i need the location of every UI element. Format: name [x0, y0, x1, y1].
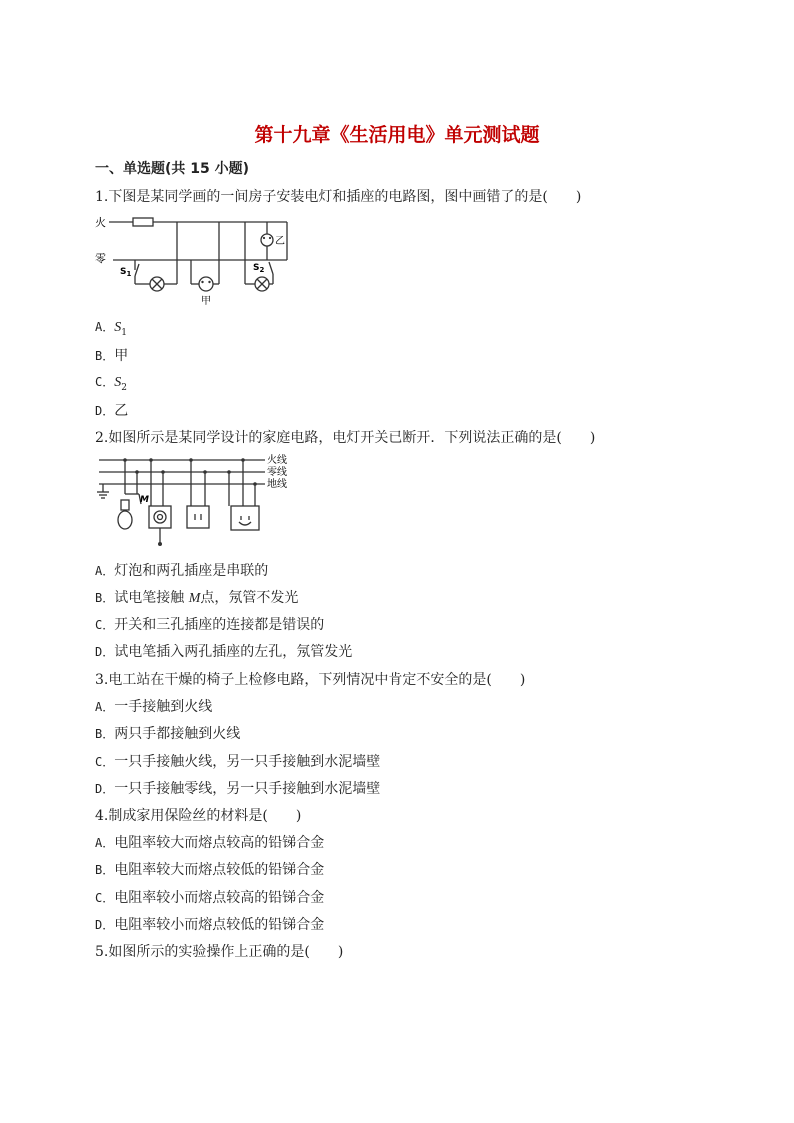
q2-option-a: A．灯泡和两孔插座是串联的	[95, 563, 269, 579]
label-live: 火	[95, 216, 106, 229]
q4-option-c: C．电阻率较小而熔点较高的铅锑合金	[95, 890, 325, 906]
q3-option-a: A．一手接触到火线	[95, 699, 213, 715]
question-2-stem: 2.如图所示是某同学设计的家庭电路，电灯开关已断开．下列说法正确的是( )	[95, 430, 596, 446]
q2-option-d: D．试电笔插入两孔插座的左孔，氖管发光	[95, 644, 353, 660]
q3-option-d: D．一只手接触零线，另一只手接触到水泥墙壁	[95, 781, 381, 797]
svg-text:S2	[253, 263, 264, 274]
svg-text:S1	[120, 267, 131, 278]
label-neutral-wire: 零线	[267, 467, 287, 478]
question-1-circuit-figure	[95, 208, 305, 308]
question-4-stem: 4.制成家用保险丝的材料是( )	[95, 808, 302, 824]
label-neutral: 零	[95, 252, 106, 265]
label-s1: S	[120, 267, 127, 277]
q2-option-c: C．开关和三孔插座的连接都是错误的	[95, 617, 325, 633]
label-jia: 甲	[201, 296, 211, 307]
q3-option-c: C．一只手接触火线，另一只手接触到水泥墙壁	[95, 754, 381, 770]
section-heading: 一、单选题(共 15 小题)	[95, 161, 250, 177]
question-2-circuit-figure	[95, 450, 305, 550]
page-title: 第十九章《生活用电》单元测试题	[254, 124, 540, 146]
question-5-stem: 5.如图所示的实验操作上正确的是( )	[95, 944, 344, 960]
q3-option-b: B．两只手都接触到火线	[95, 726, 241, 742]
q1-option-c: C．$S_2$	[95, 375, 127, 393]
label-s1-sub: 1	[126, 270, 132, 278]
question-3-stem: 3.电工站在干燥的椅子上检修电路，下列情况中肯定不安全的是( )	[95, 672, 526, 688]
q4-option-b: B．电阻率较大而熔点较低的铅锑合金	[95, 862, 325, 878]
q4-option-a: A．电阻率较大而熔点较高的铅锑合金	[95, 835, 325, 851]
q1-option-d: D．乙	[95, 403, 129, 419]
q1-option-b: B．甲	[95, 348, 129, 364]
label-s2-sub: 2	[259, 266, 265, 274]
label-s2: S	[253, 263, 260, 273]
q4-option-d: D．电阻率较小而熔点较低的铅锑合金	[95, 917, 325, 933]
q2-option-b: B．试电笔接触 M点，氖管不发光	[95, 590, 299, 606]
label-yi: 乙	[275, 236, 285, 247]
q1-option-a: A．$S_1$	[95, 320, 127, 338]
label-m-point: M	[140, 495, 149, 505]
label-ground-wire: 地线	[267, 479, 287, 490]
label-live-wire: 火线	[267, 455, 287, 466]
question-1-stem: 1.下图是某同学画的一间房子安装电灯和插座的电路图，图中画错了的是( )	[95, 189, 582, 205]
